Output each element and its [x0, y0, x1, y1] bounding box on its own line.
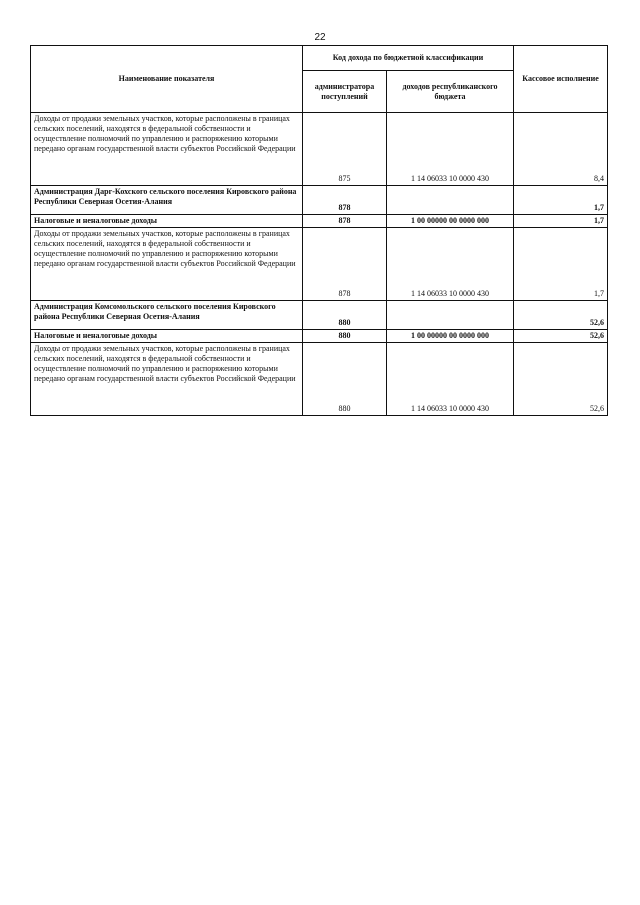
row-name: Администрация Комсомольского сельского поселения Кировского района Республики Северная Осетия-Алания	[31, 301, 303, 330]
row-admin-code: 878	[303, 215, 387, 228]
row-admin-code: 878	[303, 186, 387, 215]
row-revenue-code	[387, 186, 514, 215]
row-admin-code: 875	[303, 113, 387, 186]
table-row	[31, 330, 608, 343]
row-admin-code: 878	[303, 228, 387, 301]
row-name: Администрация Дарг-Кохского сельского поселения Кировского района Республики Северная Осетия-Алания	[31, 186, 303, 215]
row-amount: 52,6	[514, 330, 608, 343]
row-name: Доходы от продажи земельных участков, которые расположены в границах сельских поселений, находятся в федеральной собственности и осуществление полномочий по управлению и распоряжению которыми передано органам государственной власти субъектов Российской Федерации	[31, 228, 303, 301]
table-row	[31, 113, 608, 186]
row-amount: 1,7	[514, 215, 608, 228]
row-revenue-code	[387, 301, 514, 330]
header-code-group: Код дохода по бюджетной классификации	[303, 46, 514, 71]
header-revenue: доходов республиканского бюджета	[387, 71, 514, 113]
row-revenue-code: 1 00 00000 00 0000 000	[387, 330, 514, 343]
row-admin-code: 880	[303, 343, 387, 416]
row-revenue-code: 1 14 06033 10 0000 430	[387, 113, 514, 186]
row-amount: 1,7	[514, 186, 608, 215]
row-amount: 52,6	[514, 301, 608, 330]
revenue-table	[30, 45, 608, 416]
table-header	[31, 46, 608, 113]
row-revenue-code: 1 00 00000 00 0000 000	[387, 215, 514, 228]
header-indicator: Наименование показателя	[31, 46, 303, 113]
table-row	[31, 186, 608, 215]
row-amount: 8,4	[514, 113, 608, 186]
row-name: Доходы от продажи земельных участков, которые расположены в границах сельских поселений, находятся в федеральной собственности и осуществление полномочий по управлению и распоряжению которыми передано органам государственной власти субъектов Российской Федерации	[31, 343, 303, 416]
row-admin-code: 880	[303, 330, 387, 343]
row-name: Налоговые и неналоговые доходы	[31, 215, 303, 228]
table-row	[31, 228, 608, 301]
table-row	[31, 343, 608, 416]
table-body	[31, 113, 608, 416]
row-amount: 1,7	[514, 228, 608, 301]
header-admin: администратора поступлений	[303, 71, 387, 113]
row-name: Налоговые и неналоговые доходы	[31, 330, 303, 343]
row-admin-code: 880	[303, 301, 387, 330]
row-revenue-code: 1 14 06033 10 0000 430	[387, 343, 514, 416]
table-row	[31, 215, 608, 228]
row-revenue-code: 1 14 06033 10 0000 430	[387, 228, 514, 301]
page-number: 22	[314, 32, 326, 43]
header-execution: Кассовое исполнение	[514, 46, 608, 113]
row-amount: 52,6	[514, 343, 608, 416]
table-row	[31, 301, 608, 330]
row-name: Доходы от продажи земельных участков, которые расположены в границах сельских поселений, находятся в федеральной собственности и осуществление полномочий по управлению и распоряжению которыми передано органам государственной власти субъектов Российской Федерации	[31, 113, 303, 186]
